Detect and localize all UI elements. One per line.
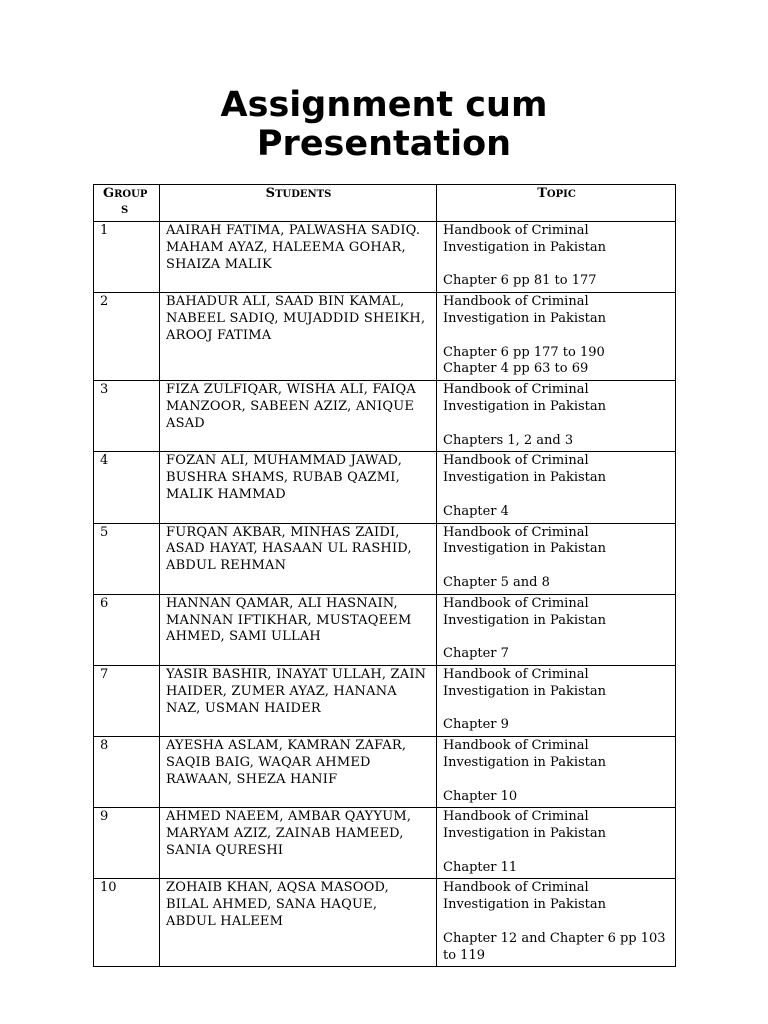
- table-row: [94, 879, 676, 967]
- students-cell: HANNAN QAMAR, ALI HASNAIN, MANNAN IFTIKHAR, MUSTAQEEM AHMED, SAMI ULLAH: [160, 594, 437, 665]
- table-row: [94, 222, 676, 293]
- students-cell: AAIRAH FATIMA, PALWASHA SADIQ. MAHAM AYAZ, HALEEMA GOHAR, SHAIZA MALIK: [160, 222, 437, 293]
- topic-title: Handbook of Criminal Investigation in Pakistan: [443, 294, 607, 326]
- header-groups: GROUP S: [94, 185, 160, 222]
- topic-detail: Chapter 6 pp 177 to 190: [443, 344, 605, 360]
- topic-detail: Chapters 1, 2 and 3: [443, 432, 574, 448]
- topic-detail: Chapter 4: [443, 503, 509, 519]
- topic-detail-2: Chapter 4 pp 63 to 69: [443, 361, 589, 377]
- topic-cell: [437, 293, 676, 381]
- topic-title: Handbook of Criminal Investigation in Pakistan: [443, 595, 607, 628]
- table-row: [94, 594, 676, 665]
- topic-cell: [437, 665, 676, 736]
- students-cell: FOZAN ALI, MUHAMMAD JAWAD, BUSHRA SHAMS, RUBAB QAZMI, MALIK HAMMAD: [160, 452, 437, 523]
- topic-cell: [437, 222, 676, 293]
- groups-table: [93, 184, 676, 967]
- topic-title: Handbook of Criminal Investigation in Pakistan: [443, 453, 607, 486]
- header-topic: TOPIC: [437, 185, 676, 222]
- table-row: [94, 293, 676, 381]
- group-number: 4: [94, 452, 160, 523]
- table-row: [94, 523, 676, 594]
- table-row: [94, 665, 676, 736]
- topic-detail: Chapter 6 pp 81 to 177: [443, 273, 597, 289]
- topic-detail: Chapter 11: [443, 859, 518, 875]
- group-number: 9: [94, 808, 160, 879]
- topic-detail: Chapter 7: [443, 646, 509, 662]
- topic-title: Handbook of Criminal Investigation in Pakistan: [443, 738, 607, 770]
- topic-detail: Chapter 10: [443, 788, 518, 804]
- group-number: 10: [94, 879, 160, 967]
- topic-cell: [437, 594, 676, 665]
- group-number: 7: [94, 665, 160, 736]
- topic-title: Handbook of Criminal Investigation in Pakistan: [443, 223, 607, 255]
- students-cell: ZOHAIB KHAN, AQSA MASOOD, BILAL AHMED, SANA HAQUE, ABDUL HALEEM: [160, 879, 437, 967]
- table-header-row: [94, 185, 676, 222]
- table-row: [94, 452, 676, 523]
- table-row: [94, 381, 676, 452]
- topic-cell: [437, 452, 676, 523]
- group-number: 6: [94, 594, 160, 665]
- students-cell: FIZA ZULFIQAR, WISHA ALI, FAIQA MANZOOR, SABEEN AZIZ, ANIQUE ASAD: [160, 381, 437, 452]
- students-cell: AHMED NAEEM, AMBAR QAYYUM, MARYAM AZIZ, ZAINAB HAMEED, SANIA QURESHI: [160, 808, 437, 879]
- page-title: [0, 86, 768, 164]
- topic-title: Handbook of Criminal Investigation in Pakistan: [443, 524, 607, 557]
- topic-cell: [437, 523, 676, 594]
- students-cell: YASIR BASHIR, INAYAT ULLAH, ZAIN HAIDER, ZUMER AYAZ, HANANA NAZ, USMAN HAIDER: [160, 665, 437, 736]
- students-cell: FURQAN AKBAR, MINHAS ZAIDI, ASAD HAYAT, HASAAN UL RASHID, ABDUL REHMAN: [160, 523, 437, 594]
- students-cell: BAHADUR ALI, SAAD BIN KAMAL, NABEEL SADIQ, MUJADDID SHEIKH, AROOJ FATIMA: [160, 293, 437, 381]
- table-row: [94, 808, 676, 879]
- group-number: 3: [94, 381, 160, 452]
- group-number: 2: [94, 293, 160, 381]
- topic-cell: [437, 808, 676, 879]
- topic-title: Handbook of Criminal Investigation in Pakistan: [443, 666, 607, 699]
- topic-title: Handbook of Criminal Investigation in Pakistan: [443, 809, 607, 842]
- topic-cell: [437, 737, 676, 808]
- group-number: 8: [94, 737, 160, 808]
- topic-title: Handbook of Criminal Investigation in Pakistan: [443, 382, 607, 414]
- group-number: 5: [94, 523, 160, 594]
- topic-detail: Chapter 12 and Chapter 6 pp 103 to 119: [443, 930, 666, 963]
- topic-cell: [437, 381, 676, 452]
- header-students: STUDENTS: [160, 185, 437, 222]
- students-cell: AYESHA ASLAM, KAMRAN ZAFAR, SAQIB BAIG, WAQAR AHMED RAWAAN, SHEZA HANIF: [160, 737, 437, 808]
- group-number: 1: [94, 222, 160, 293]
- title-line-2: Presentation: [256, 124, 512, 164]
- topic-title: Handbook of Criminal Investigation in Pakistan: [443, 880, 607, 913]
- topic-detail: Chapter 9: [443, 717, 509, 733]
- topic-cell: [437, 879, 676, 967]
- topic-detail: Chapter 5 and 8: [443, 574, 550, 590]
- table-row: [94, 737, 676, 808]
- title-line-1: Assignment cum: [220, 85, 548, 125]
